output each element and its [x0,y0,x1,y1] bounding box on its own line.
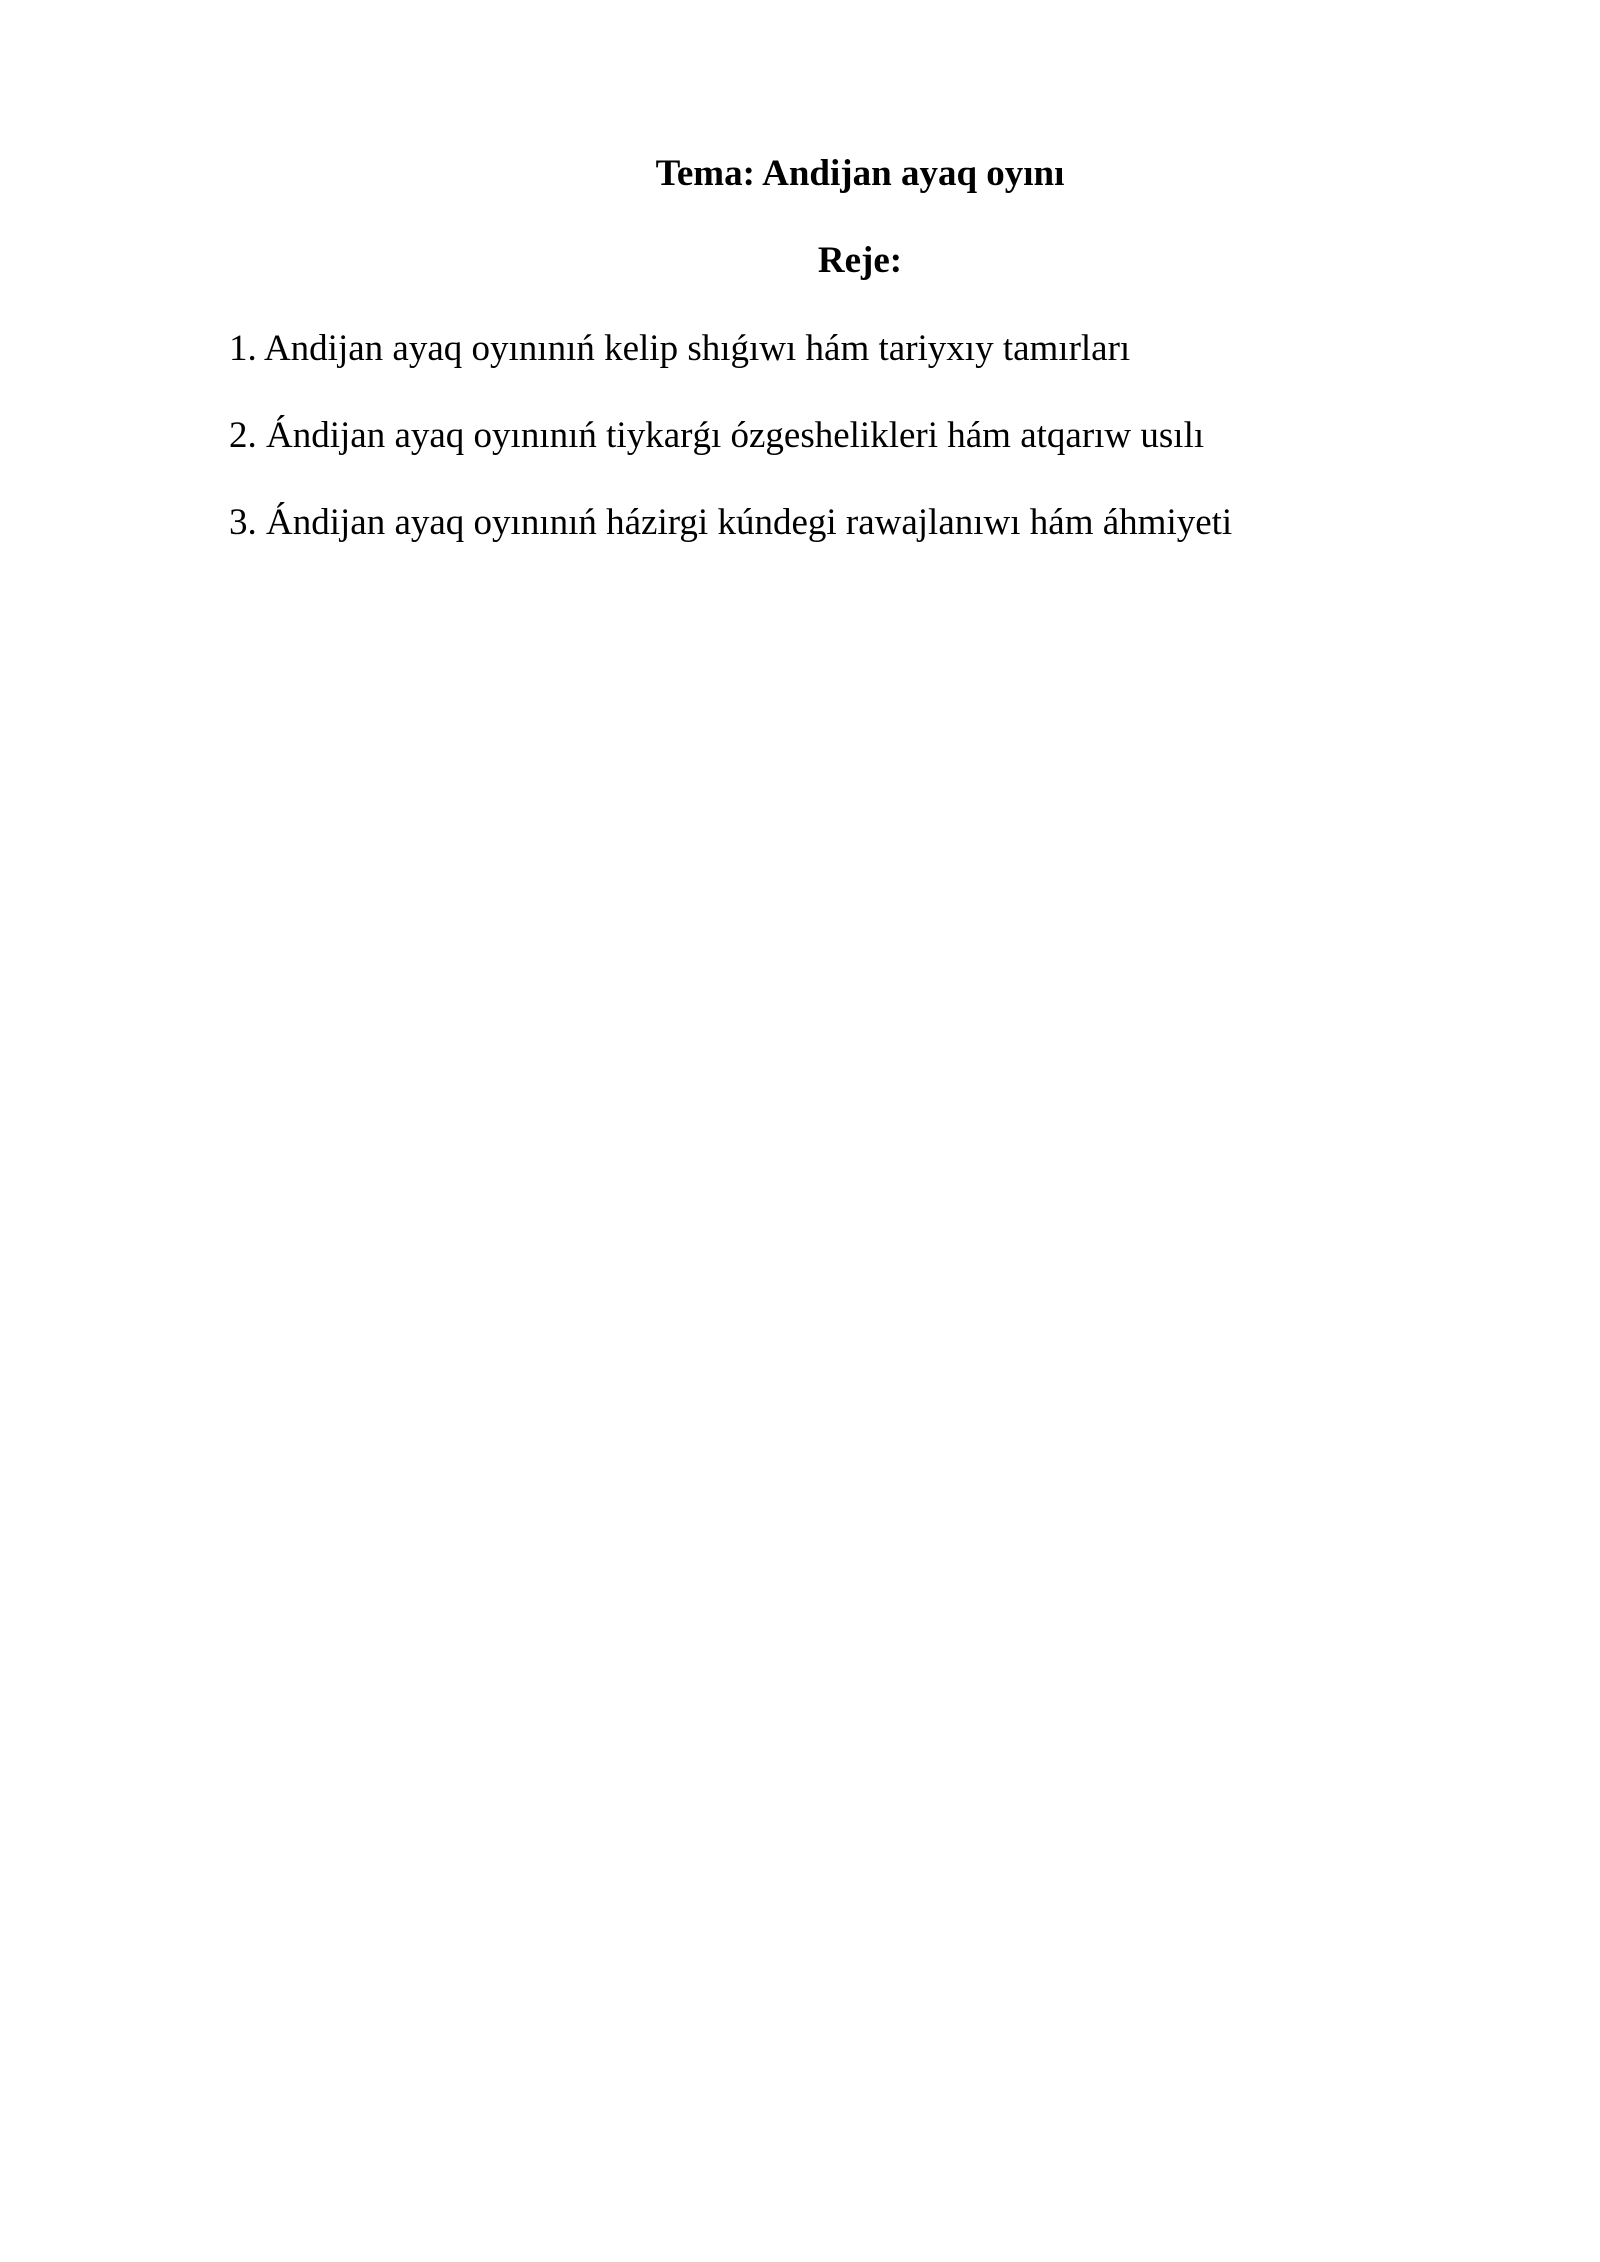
plan-item-1: 1. Andijan ayaq oyınınıń kelip shıǵıwı hám tariyxıy tamırları [229,328,1131,369]
plan-list [229,325,1232,586]
plan-item-3: 3. Ándijan ayaq oyınınıń házirgi kúndegi rawajlanıwı hám áhmiyeti [229,502,1233,543]
plan-item-2: 2. Ándijan ayaq oyınınıń tiykarǵı ózgeshelikleri hám atqarıw usılı [229,415,1205,456]
document-title: Tema: Andijan ayaq oyını [655,153,1065,194]
plan-heading: Reje: [817,240,903,281]
